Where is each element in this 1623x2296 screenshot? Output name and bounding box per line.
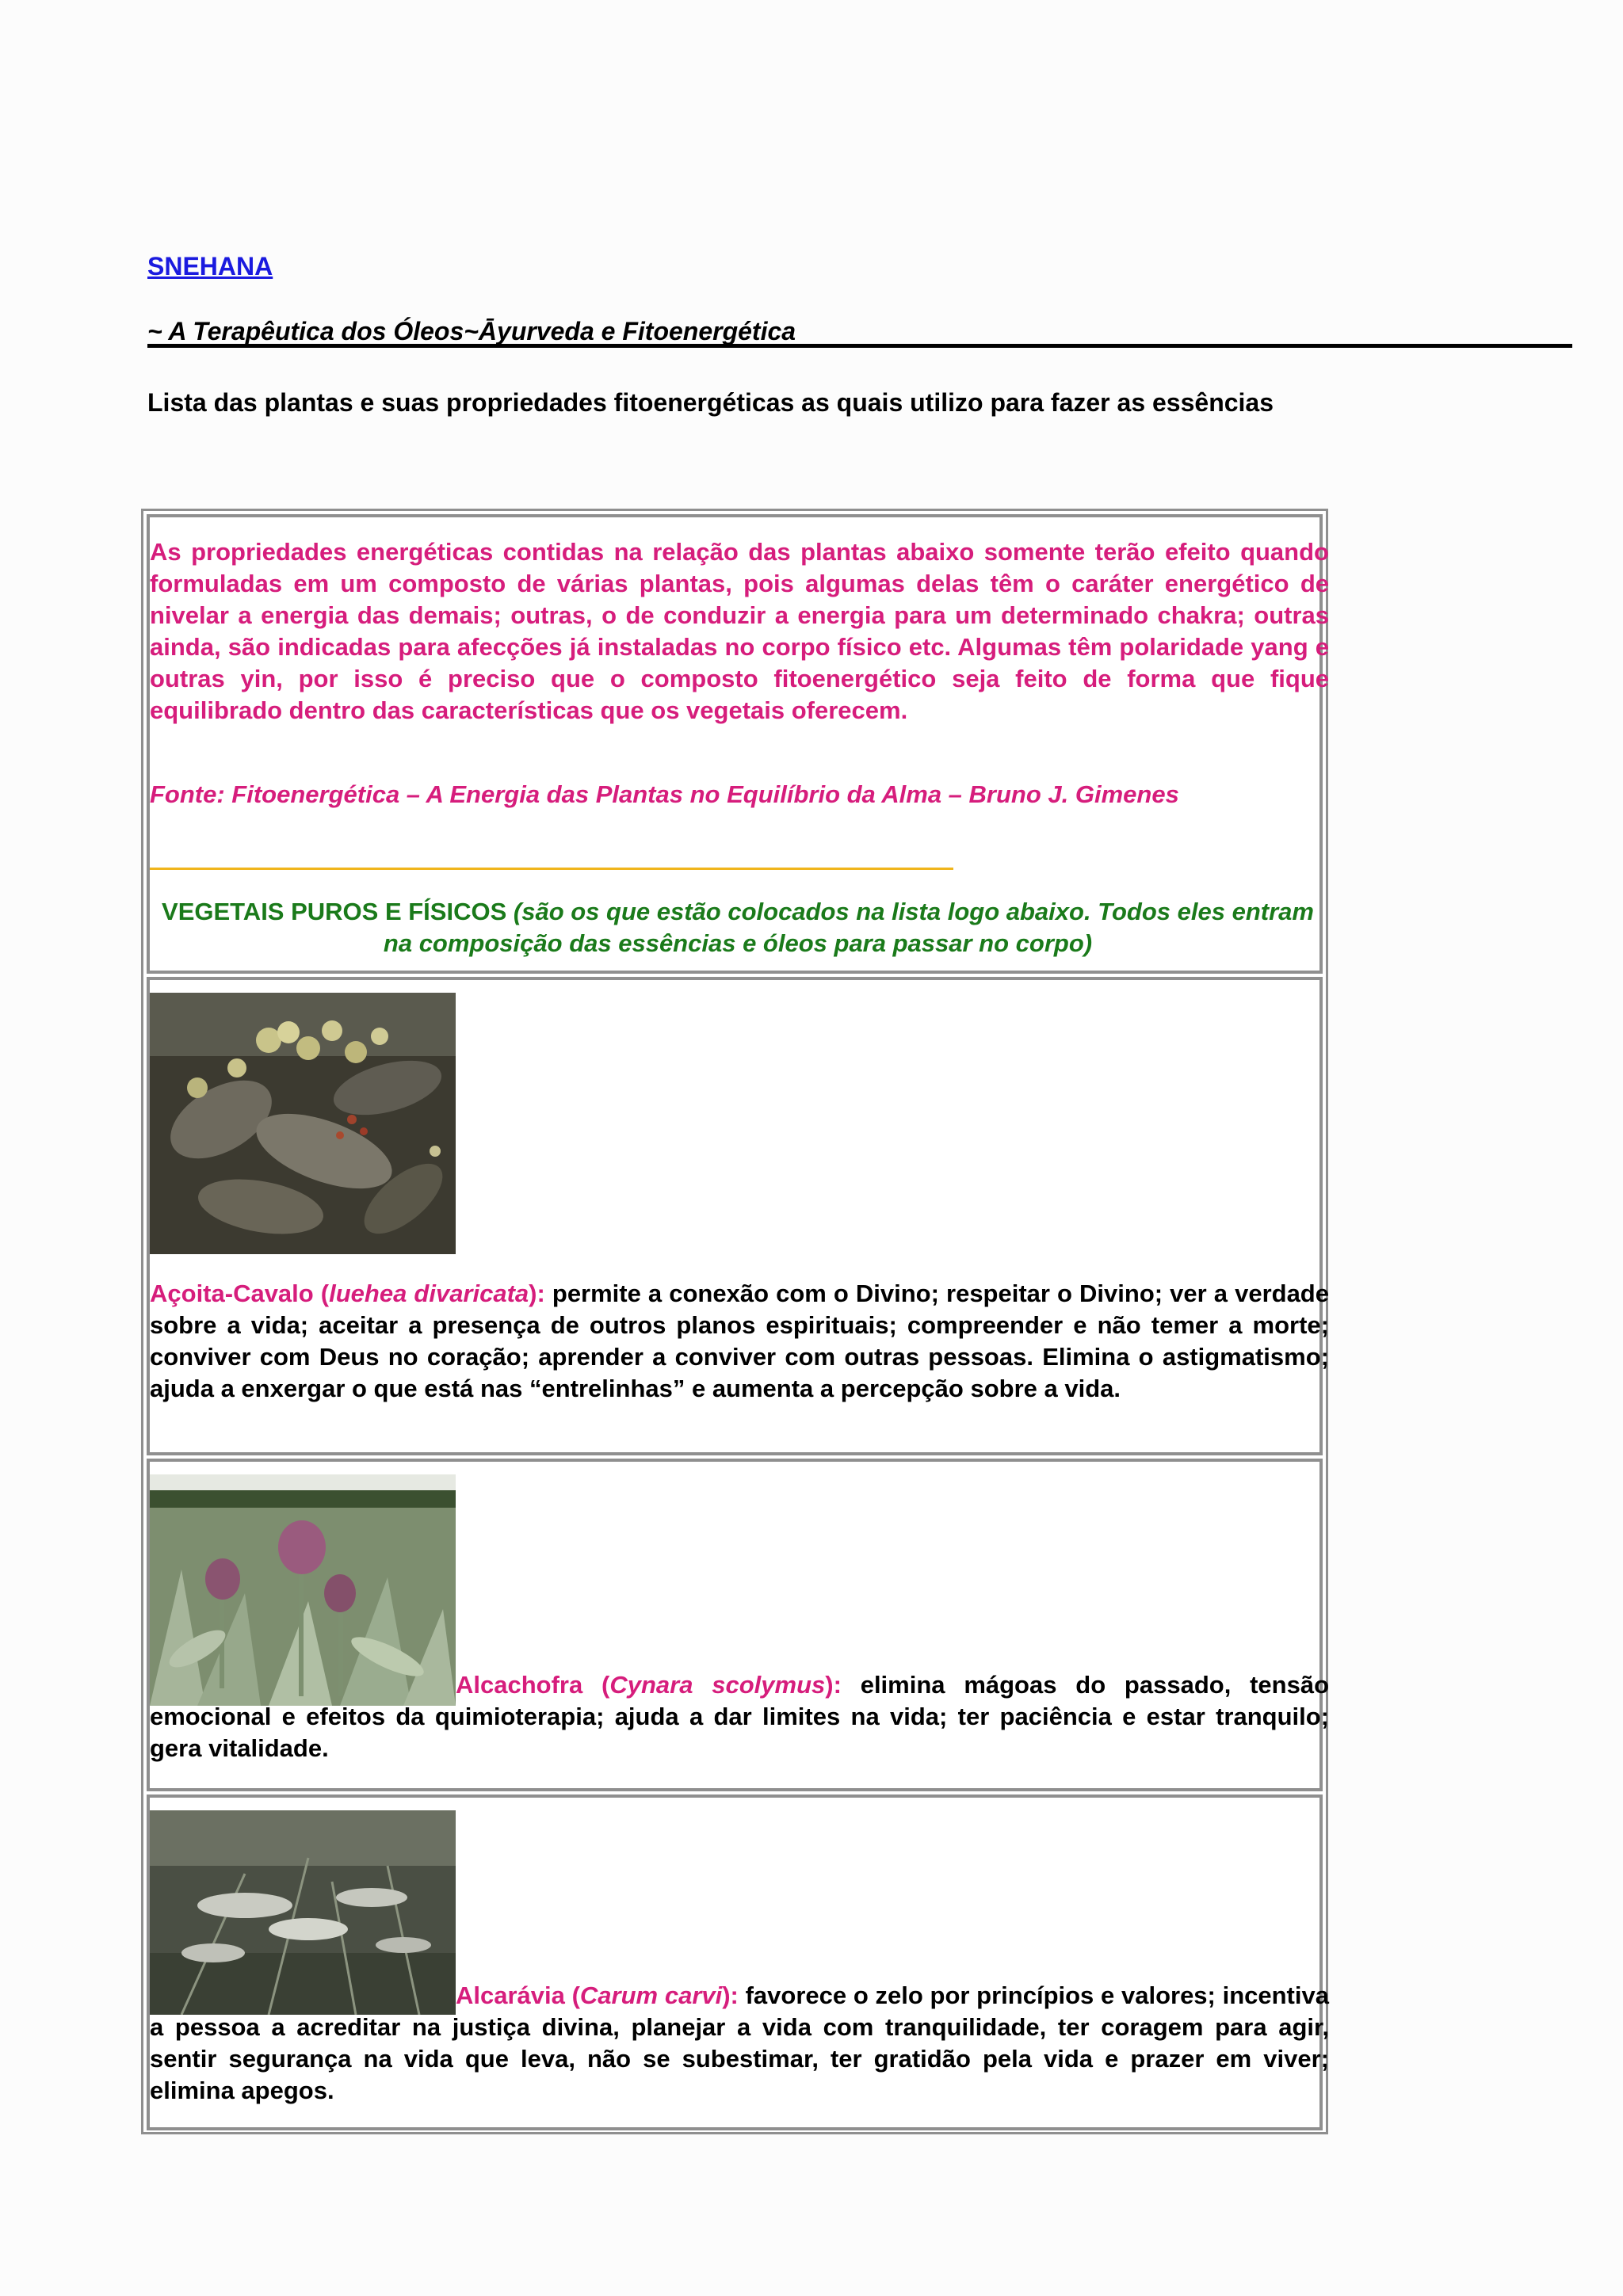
plant-name-close: ): — [529, 1280, 545, 1307]
section-heading-title: VEGETAIS PUROS E FÍSICOS — [162, 898, 507, 925]
plant-name: Alcachofra ( — [456, 1671, 610, 1699]
site-link-snehana[interactable]: SNEHANA — [147, 252, 273, 280]
plant-row-alcaravia — [147, 1794, 1329, 2130]
subtitle-divider — [147, 344, 1572, 348]
plant-scientific-name: Carum carvi — [579, 1981, 723, 2009]
notice-text: As propriedades energéticas contidas na relação das plantas abaixo somente terão efeito quando formuladas em um composto de várias plantas, pois algumas delas têm o caráter energético de nivelar a energia das demais; outras, o de conduzir a energia para um determinado chakra; outras ainda, são indicadas para afecções já instaladas no corpo físico etc. Algumas têm polaridade yang e outras yin, por isso é preciso que o composto fitoenergético seja feito de forma que fique equilibrado dentro das características que os vegetais oferecem. — [150, 538, 1329, 724]
notice-source: Fonte: Fitoenergética – A Energia das Plantas no Equilíbrio da Alma – Bruno J. Gimenes — [150, 780, 1179, 808]
plant-description-alcachofra — [150, 1669, 1329, 1764]
plant-row-acoita-cavalo — [147, 977, 1329, 1455]
page-subtitle: ~ A Terapêutica dos Óleos~Āyurveda e Fitoenergética — [147, 317, 796, 345]
section-heading — [150, 896, 1326, 959]
plant-table — [141, 509, 1328, 2134]
plant-name-close: ): — [825, 1671, 842, 1699]
section-heading-note: (são os que estão colocados na lista logo abaixo. Todos eles entram na composição das essências e óleos para passar no corpo) — [383, 898, 1314, 957]
plant-description-acoita-cavalo — [150, 1278, 1329, 1405]
plant-properties: favorece o zelo por princípios e valores; incentiva a pessoa a acreditar na justiça divina, planejar a vida com tranquilidade, ter coragem para agir, sentir segurança na vida que leva, não se subestimar, ter gratidão pela vida e prazer em viver; elimina apegos. — [150, 1981, 1329, 2104]
plant-description-alcaravia — [150, 1980, 1329, 2107]
intro-text: Lista das plantas e suas propriedades fitoenergéticas as quais utilizo para fazer as essências — [147, 388, 1274, 417]
plant-properties: elimina mágoas do passado, tensão emocional e efeitos da quimioterapia; ajuda a dar limites na vida; ter paciência e estar tranquilo; gera vitalidade. — [150, 1671, 1330, 1762]
notice-cell — [147, 514, 1329, 974]
plant-scientific-name: luehea divaricata — [329, 1280, 529, 1307]
plant-properties: permite a conexão com o Divino; respeitar o Divino; ver a verdade sobre a vida; aceitar a presença de outros planos espirituais; compreender e não temer a morte; conviver com Deus no coração; aprender a conviver com outras pessoas. Elimina o astigmatismo; ajuda a enxergar o que está nas “entrelinhas” e aumenta a percepção sobre a vida. — [150, 1280, 1329, 1402]
plant-scientific-name: Cynara scolymus — [609, 1671, 826, 1699]
section-divider — [150, 868, 953, 870]
plant-name: Açoita-Cavalo ( — [150, 1280, 330, 1307]
plant-name: Alcarávia ( — [456, 1981, 580, 2009]
plant-row-alcachofra — [147, 1459, 1330, 1791]
plant-photo-acoita-cavalo — [150, 993, 456, 1254]
plant-name-close: ): — [722, 1981, 739, 2009]
